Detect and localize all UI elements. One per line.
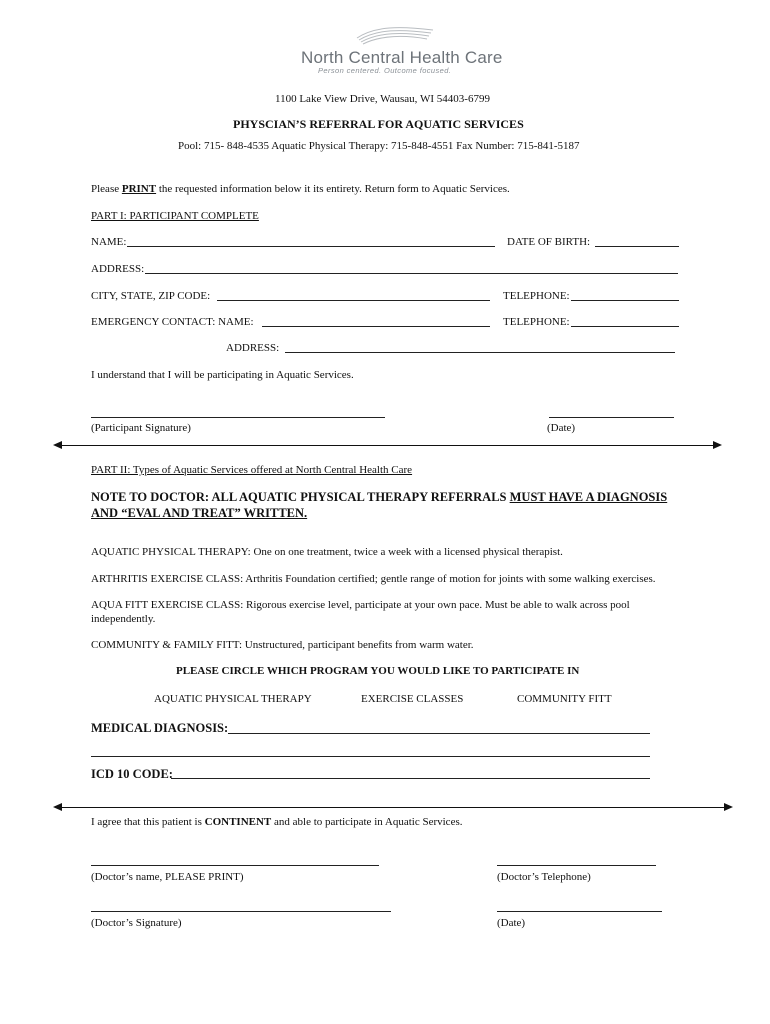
service-aqua-fitt: AQUA FITT EXERCISE CLASS: Rigorous exercise level, participate at your own pace. Must be able to walk across pool xyxy=(91,599,630,611)
emergency-address-label: ADDRESS: xyxy=(226,342,280,354)
form-title: PHYSCIAN’S REFERRAL FOR AQUATIC SERVICES xyxy=(233,117,524,131)
city-state-zip-field[interactable] xyxy=(217,300,490,301)
name-field[interactable] xyxy=(127,246,495,247)
doctor-name-label: (Doctor’s name, PLEASE PRINT) xyxy=(91,871,244,883)
diagnosis-label: MEDICAL DIAGNOSIS: xyxy=(91,721,229,735)
note-to-doctor: NOTE TO DOCTOR: ALL AQUATIC PHYSICAL THERAPY REFERRALS MUST HAVE A DIAGNOSIS xyxy=(91,490,668,504)
emergency-address-field[interactable] xyxy=(285,352,675,353)
service-aqua-fitt-cont: independently. xyxy=(91,613,156,625)
part1-heading: PART I: PARTICIPANT COMPLETE xyxy=(91,210,259,222)
arrow-right-icon xyxy=(724,803,733,811)
emergency-telephone-field[interactable] xyxy=(571,326,679,327)
dob-field[interactable] xyxy=(595,246,679,247)
arrow-right-icon xyxy=(713,441,722,449)
diagnosis-field-line2[interactable] xyxy=(91,756,650,757)
doctor-date-field[interactable] xyxy=(497,911,662,912)
program-option-aquatic-pt[interactable]: AQUATIC PHYSICAL THERAPY xyxy=(154,693,312,705)
doctor-signature-field[interactable] xyxy=(91,911,391,912)
doctor-telephone-label: (Doctor’s Telephone) xyxy=(497,871,591,883)
icd-label: ICD 10 CODE: xyxy=(91,767,173,781)
emergency-contact-label: EMERGENCY CONTACT: NAME: xyxy=(91,316,254,328)
logo-name: North Central Health Care xyxy=(301,48,503,67)
doctor-date-label: (Date) xyxy=(497,917,526,929)
contact-numbers: Pool: 715- 848-4535 Aquatic Physical Therapy: 715-848-4551 Fax Number: 715-841-5187 xyxy=(178,140,580,152)
address-label: ADDRESS: xyxy=(91,263,145,275)
participant-date-field[interactable] xyxy=(549,417,674,418)
participant-signature-field[interactable] xyxy=(91,417,385,418)
instructions: Please PRINT the requested information below it its entirety. Return form to Aquatic Services. xyxy=(91,183,510,195)
address-field[interactable] xyxy=(145,273,678,274)
dob-label: DATE OF BIRTH: xyxy=(507,236,591,248)
icd-field[interactable] xyxy=(171,778,650,779)
city-state-zip-label: CITY, STATE, ZIP CODE: xyxy=(91,290,211,302)
emergency-contact-field[interactable] xyxy=(262,326,490,327)
circle-prompt: PLEASE CIRCLE WHICH PROGRAM YOU WOULD LIKE TO PARTICIPATE IN xyxy=(176,665,580,677)
doctor-signature-label: (Doctor’s Signature) xyxy=(91,917,182,929)
service-arthritis: ARTHRITIS EXERCISE CLASS: Arthritis Foundation certified; gentle range of motion for joints with some walking exercises. xyxy=(91,573,656,585)
program-option-exercise[interactable]: EXERCISE CLASSES xyxy=(361,693,464,705)
logo-swoosh-icon xyxy=(355,24,435,46)
program-option-community[interactable]: COMMUNITY FITT xyxy=(517,693,612,705)
telephone-label: TELEPHONE: xyxy=(503,290,570,302)
address-line: 1100 Lake View Drive, Wausau, WI 54403-6799 xyxy=(275,93,490,105)
understand-statement: I understand that I will be participating in Aquatic Services. xyxy=(91,369,354,381)
diagnosis-field[interactable] xyxy=(228,733,650,734)
participant-date-label: (Date) xyxy=(547,422,576,434)
service-community: COMMUNITY & FAMILY FITT: Unstructured, participant benefits from warm water. xyxy=(91,639,474,651)
service-aquatic-pt: AQUATIC PHYSICAL THERAPY: One on one treatment, twice a week with a licensed physical therapist. xyxy=(91,546,563,558)
note-to-doctor-line2: AND “EVAL AND TREAT” WRITTEN. xyxy=(91,506,308,520)
telephone-field[interactable] xyxy=(571,300,679,301)
name-label: NAME: xyxy=(91,236,127,248)
print-emphasis: PRINT xyxy=(121,183,157,195)
continent-agreement: I agree that this patient is CONTINENT and able to participate in Aquatic Services. xyxy=(91,816,463,828)
logo-tagline: Person centered. Outcome focused. xyxy=(318,66,452,75)
emergency-telephone-label: TELEPHONE: xyxy=(503,316,570,328)
doctor-telephone-field[interactable] xyxy=(497,865,656,866)
participant-signature-label: (Participant Signature) xyxy=(91,422,191,434)
part2-heading: PART II: Types of Aquatic Services offered at North Central Health Care xyxy=(91,464,413,476)
doctor-name-field[interactable] xyxy=(91,865,379,866)
